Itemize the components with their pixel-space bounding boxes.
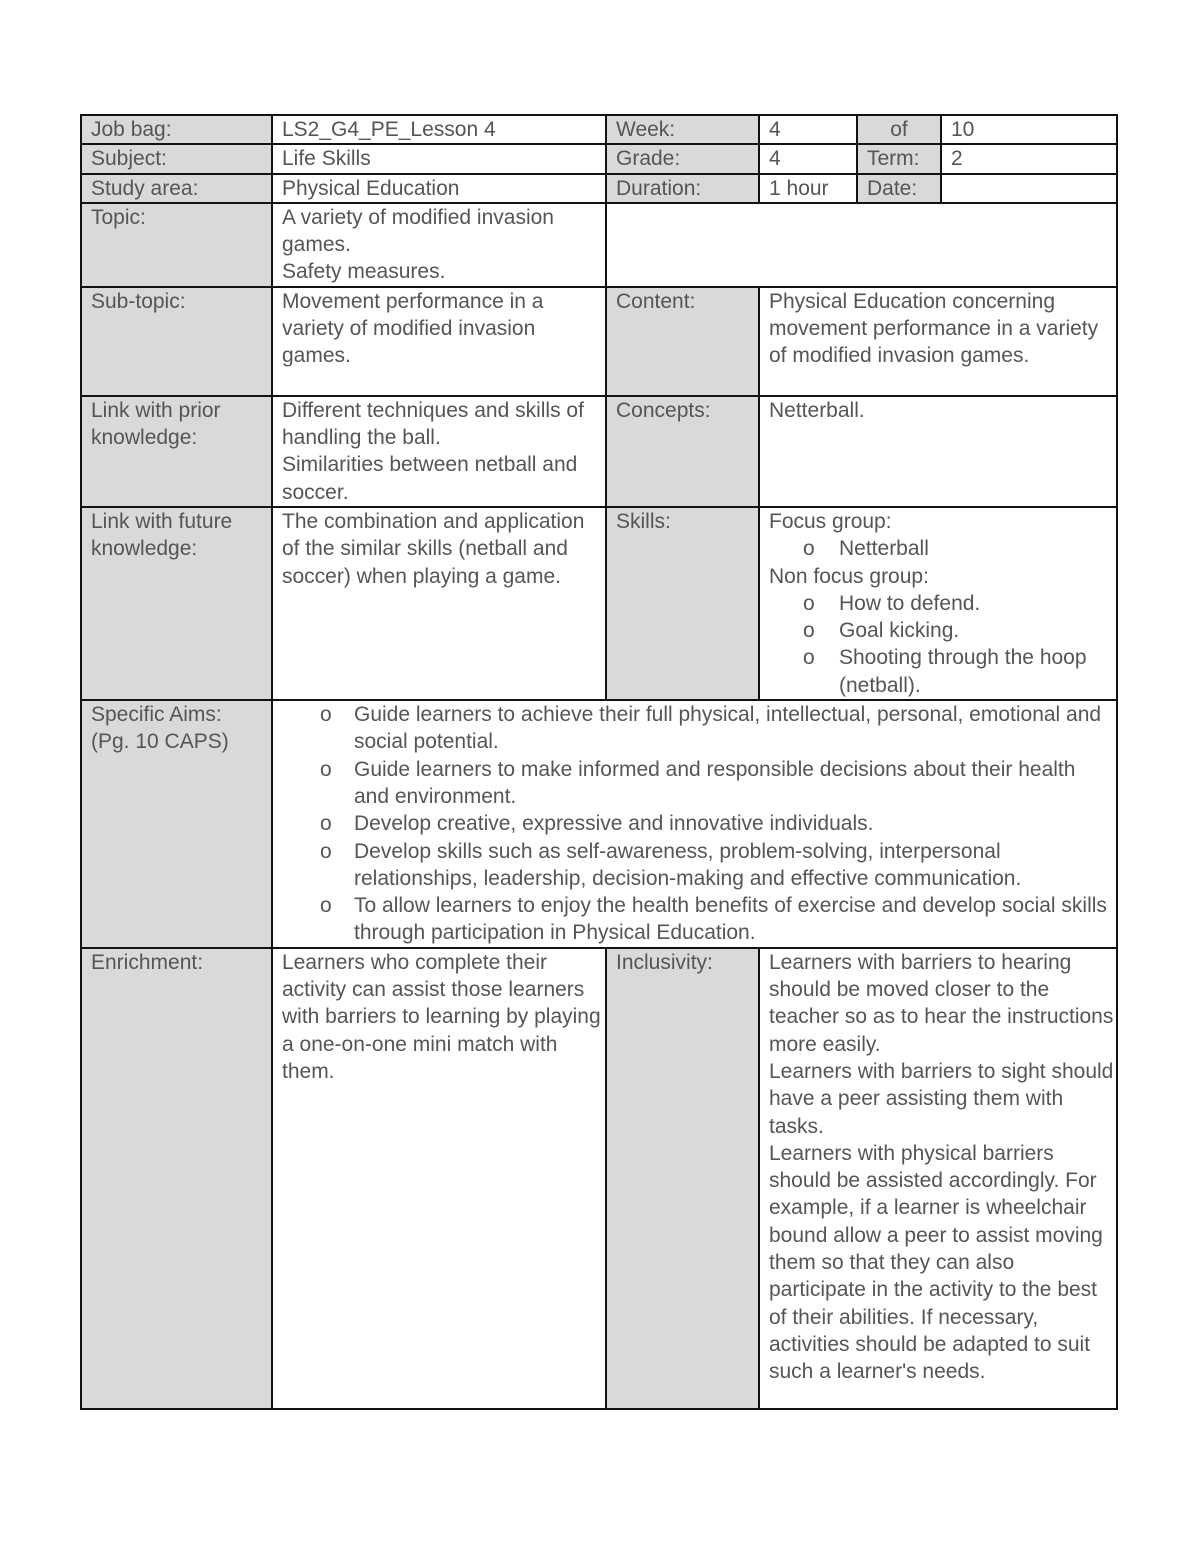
date-value xyxy=(941,174,1117,203)
specific-aims-value xyxy=(272,700,1117,948)
subtopic-row xyxy=(81,287,1117,396)
specific-aims-label-line-2: (Pg. 10 CAPS) xyxy=(91,730,229,754)
inclusivity-value xyxy=(759,948,1117,1409)
aim-item: o To allow learners to enjoy the health benefits of exercise and develop social skills through participation in Physical Education. xyxy=(282,892,1112,947)
content-label: Content: xyxy=(606,287,759,396)
aim-item: o Develop skills such as self-awareness, problem-solving, interpersonal relationships, leadership, decision-making and effective communication. xyxy=(282,838,1112,893)
specific-aims-label xyxy=(81,700,272,948)
topic-empty-cell xyxy=(606,203,1117,287)
focus-item: o Netterball xyxy=(769,535,1116,562)
topic-label: Topic: xyxy=(81,203,272,287)
term-label: Term: xyxy=(857,144,941,173)
enrichment-row xyxy=(81,948,1117,1409)
lesson-plan-document xyxy=(80,114,1116,1410)
future-knowledge-label: Link with future knowledge: xyxy=(81,507,272,700)
inclusivity-paragraph: Learners with physical barriers should be assisted accordingly. For example, if a learner is wheelchair bound allow a peer to assist moving them so that they can also participate in the activity to the best of their abilities. If necessary, activities should be adapted to suit such a learner's needs. xyxy=(769,1141,1103,1384)
inclusivity-paragraph: Learners with barriers to sight should have a peer assisting them with tasks. xyxy=(769,1059,1114,1138)
term-value: 2 xyxy=(941,144,1117,173)
non-focus-group-list xyxy=(769,590,1116,699)
subject-value: Life Skills xyxy=(272,144,606,173)
enrichment-value: Learners who complete their activity can assist those learners with barriers to learning by playing a one-on-one mini match with them. xyxy=(272,948,606,1409)
prior-knowledge-label: Link with prior knowledge: xyxy=(81,396,272,507)
topic-line-2: Safety measures. xyxy=(282,260,446,284)
aim-item: o Guide learners to achieve their full physical, intellectual, personal, emotional and social potential. xyxy=(282,701,1112,756)
focus-group-heading: Focus group: xyxy=(769,509,892,533)
duration-value: 1 hour xyxy=(759,174,857,203)
aim-item: o Develop creative, expressive and innovative individuals. xyxy=(282,810,1112,837)
aim-item: o Guide learners to make informed and responsible decisions about their health and environment. xyxy=(282,756,1112,811)
week-value: 4 xyxy=(759,115,857,144)
non-focus-item: o Shooting through the hoop (netball). xyxy=(769,644,1116,699)
header-row-subject xyxy=(81,144,1117,173)
prior-knowledge-row xyxy=(81,396,1117,507)
topic-line-1: A variety of modified invasion games. xyxy=(282,205,554,257)
specific-aims-list xyxy=(282,701,1112,947)
subject-label: Subject: xyxy=(81,144,272,173)
future-knowledge-value: The combination and application of the similar skills (netball and soccer) when playing a game. xyxy=(272,507,606,700)
concepts-label: Concepts: xyxy=(606,396,759,507)
header-row-study-area xyxy=(81,174,1117,203)
skills-value xyxy=(759,507,1117,700)
topic-row xyxy=(81,203,1117,287)
prior-knowledge-line-1: Different techniques and skills of handling the ball. xyxy=(282,398,584,450)
job-bag-label: Job bag: xyxy=(81,115,272,144)
prior-knowledge-value xyxy=(272,396,606,507)
job-bag-value: LS2_G4_PE_Lesson 4 xyxy=(272,115,606,144)
skills-label: Skills: xyxy=(606,507,759,700)
week-label: Week: xyxy=(606,115,759,144)
grade-value: 4 xyxy=(759,144,857,173)
non-focus-item: o How to defend. xyxy=(769,590,1116,617)
study-area-value: Physical Education xyxy=(272,174,606,203)
header-row-job-bag xyxy=(81,115,1117,144)
non-focus-item: o Goal kicking. xyxy=(769,617,1116,644)
of-value: 10 xyxy=(941,115,1117,144)
future-knowledge-row xyxy=(81,507,1117,700)
specific-aims-label-line-1: Specific Aims: xyxy=(91,703,222,727)
concepts-value: Netterball. xyxy=(759,396,1117,507)
of-label: of xyxy=(857,115,941,144)
grade-label: Grade: xyxy=(606,144,759,173)
non-focus-group-heading: Non focus group: xyxy=(769,564,929,588)
specific-aims-row xyxy=(81,700,1117,948)
content-value: Physical Education concerning movement performance in a variety of modified invasion games. xyxy=(759,287,1117,396)
inclusivity-paragraph: Learners with barriers to hearing should be moved closer to the teacher so as to hear the instructions more easily. xyxy=(769,950,1114,1056)
enrichment-label: Enrichment: xyxy=(81,948,272,1409)
subtopic-label: Sub-topic: xyxy=(81,287,272,396)
subtopic-value: Movement performance in a variety of modified invasion games. xyxy=(272,287,606,396)
duration-label: Duration: xyxy=(606,174,759,203)
date-label: Date: xyxy=(857,174,941,203)
study-area-label: Study area: xyxy=(81,174,272,203)
inclusivity-label: Inclusivity: xyxy=(606,948,759,1409)
topic-value xyxy=(272,203,606,287)
focus-group-list xyxy=(769,535,1116,562)
lesson-plan-table xyxy=(80,114,1118,1410)
prior-knowledge-line-2: Similarities between netball and soccer. xyxy=(282,453,578,504)
